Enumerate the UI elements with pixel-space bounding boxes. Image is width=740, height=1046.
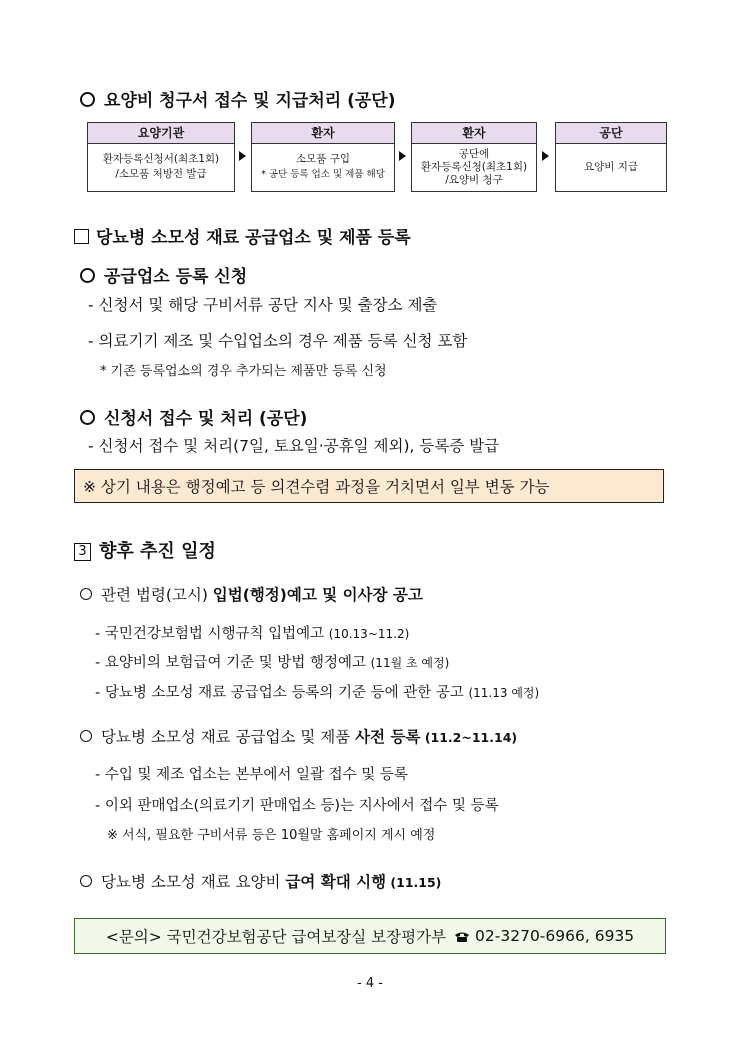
schedule-item1-line: - 당뇨병 소모성 재료 공급업소 등록의 기준 등에 관한 공고 (11.13 예정) — [95, 685, 540, 701]
schedule-item1-line: - 요양비의 보험급여 기준 및 방법 행정예고 (11월 초 예정) — [95, 655, 450, 671]
contact-phone: 02-3270-6966, 6935 — [475, 927, 635, 945]
square-bullet-icon — [74, 229, 89, 244]
flow-step-header: 공단 — [556, 123, 666, 144]
schedule-item2: 당뇨병 소모성 재료 공급업소 및 제품 사전 등록 (11.2~11.14) — [80, 725, 517, 747]
flow-step-line: /소모품 처방전 발급 — [115, 168, 207, 180]
circle-bullet-icon — [80, 268, 95, 283]
schedule-item2-line: - 수입 및 제조 업소는 본부에서 일괄 접수 및 등록 — [95, 767, 408, 783]
claim-heading: 요양비 청구서 접수 및 지급처리 (공단) — [80, 86, 395, 111]
flow-step-line: 요양비 지급 — [583, 160, 639, 173]
flow-arrow-icon — [239, 151, 246, 161]
flow-step-patient-claim — [411, 122, 537, 192]
register-sub1-item: - 의료기기 제조 및 수입업소의 경우 제품 등록 신청 포함 — [88, 332, 468, 350]
schedule-item3: 당뇨병 소모성 재료 요양비 급여 확대 시행 (11.15) — [80, 870, 441, 892]
circle-bullet-icon — [80, 92, 95, 107]
flow-step-nhis — [555, 122, 667, 192]
circle-bullet-icon — [80, 730, 92, 742]
flow-arrow-icon — [542, 151, 549, 161]
notice-text: ※ 상기 내용은 행정예고 등 의견수렴 과정을 거치면서 일부 변동 가능 — [83, 478, 550, 496]
flow-step-line: 환자등록신청서(최초1회) — [102, 153, 220, 165]
flow-step-line: /요양비 청구 — [445, 173, 503, 186]
register-sub1-note: * 기존 등록업소의 경우 추가되는 제품만 등록 신청 — [100, 364, 387, 379]
flow-step-header: 요양기관 — [88, 123, 234, 144]
notice-box — [74, 469, 664, 503]
flow-step-patient-purchase — [251, 122, 395, 192]
flow-step-line: 소모품 구입 — [295, 153, 351, 165]
section-number-box: 3 — [74, 543, 91, 561]
schedule-item1-line: - 국민건강보험법 시행규칙 입법예고 (10.13~11.2) — [95, 626, 410, 642]
schedule-heading: 3 향후 추진 일정 — [74, 537, 216, 563]
flow-step-line: 환자등록신청(최초1회) — [420, 160, 528, 173]
circle-bullet-icon — [80, 875, 92, 887]
flow-step-header: 환자 — [412, 123, 536, 144]
flow-step-line: * 공단 등록 업소 및 제품 해당 — [261, 169, 385, 180]
page-number: - 4 - — [357, 976, 383, 991]
flow-arrow-icon — [399, 151, 406, 161]
schedule-item2-note: ※ 서식, 필요한 구비서류 등은 10월말 홈페이지 게시 예정 — [107, 828, 436, 843]
flow-step-clinic — [87, 122, 235, 192]
register-sub1-item: - 신청서 및 해당 구비서류 공단 지사 및 출장소 제출 — [88, 296, 438, 314]
schedule-item2-line: - 이외 판매업소(의료기기 판매업소 등)는 지사에서 접수 및 등록 — [95, 798, 499, 814]
contact-text: <문의> 국민건강보험공단 급여보장실 보장평가부 — [105, 928, 447, 946]
contact-box — [74, 918, 666, 954]
phone-icon — [454, 928, 470, 947]
register-sub2-heading: 신청서 접수 및 처리 (공단) — [80, 404, 307, 429]
flow-step-header: 환자 — [252, 123, 394, 144]
register-sub2-item: - 신청서 접수 및 처리(7일, 토요일·공휴일 제외), 등록증 발급 — [88, 437, 500, 455]
flow-step-line: 공단에 — [458, 147, 490, 160]
circle-bullet-icon — [80, 588, 92, 600]
schedule-item1: 관련 법령(고시) 입법(행정)예고 및 이사장 공고 — [80, 583, 423, 605]
circle-bullet-icon — [80, 410, 95, 425]
register-sub1-heading: 공급업소 등록 신청 — [80, 262, 247, 287]
register-heading: 당뇨병 소모성 재료 공급업소 및 제품 등록 — [74, 223, 411, 248]
